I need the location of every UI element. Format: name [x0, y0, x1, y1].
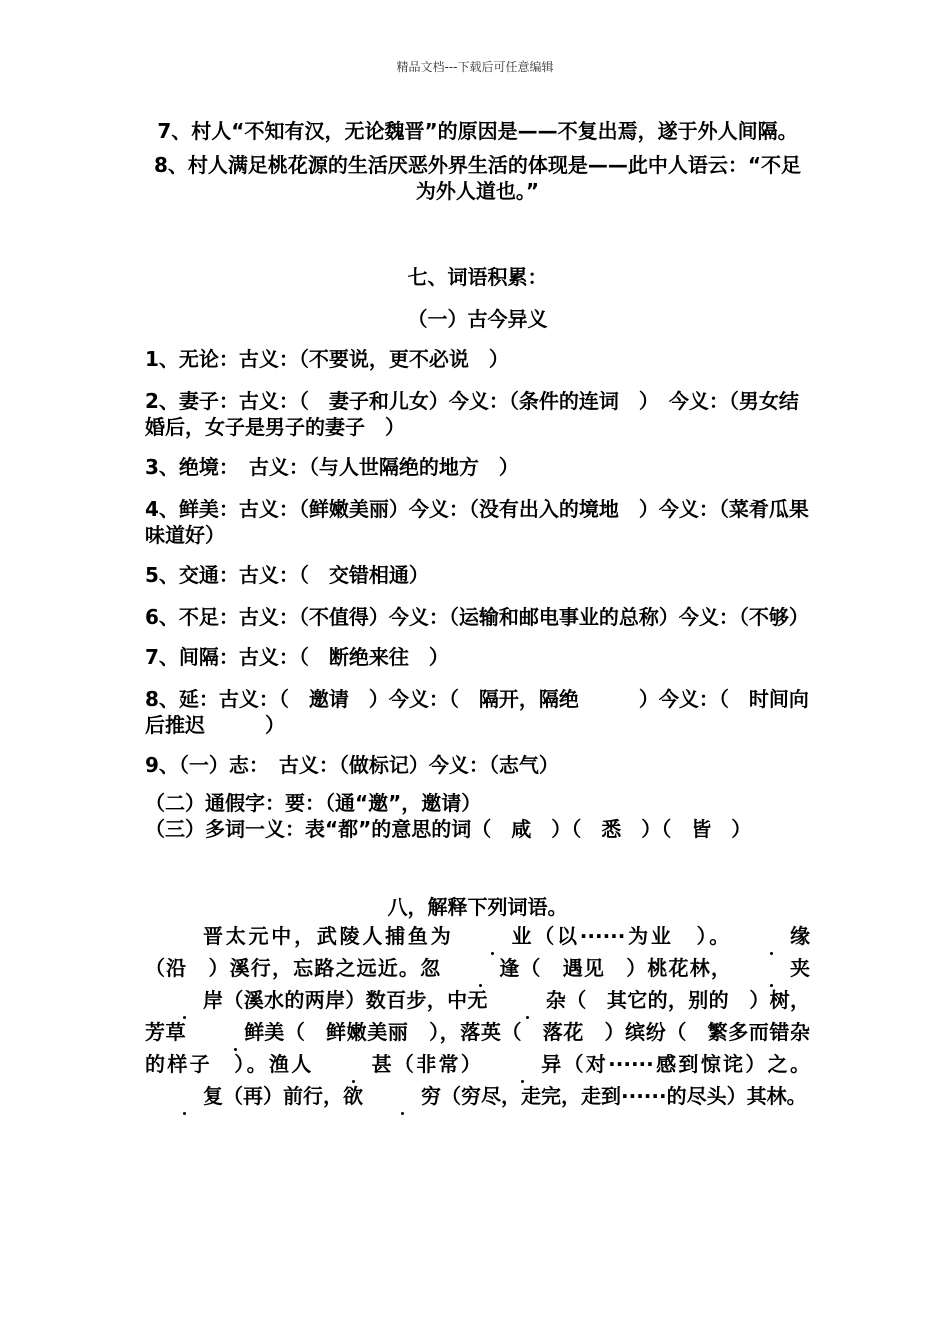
vocab-item-3: 3、绝境： 古义：（与人世隔绝的地方 ） [145, 455, 519, 479]
answer-item-8: 8、村人满足桃花源的生活厌恶外界生活的体现是——此中人语云：“不足为外人道也。” [153, 153, 802, 203]
section-7-subtitle: （一）古今异义 [407, 307, 548, 331]
section-8-title: 八，解释下列词语。 [387, 895, 568, 919]
tongjia-item: （二）通假字：要：（通“邀”，邀请） [145, 791, 482, 815]
dotted-word: 业 [453, 920, 531, 952]
section-7-title: 七、词语积累： [407, 265, 548, 289]
vocab-item-4: 4、鲜美：古义：（鲜嫩美丽）今义：（没有出入的境地 ）今义：（菜肴瓜果味道好） [145, 497, 809, 547]
vocab-item-2: 2、妻子：古义：（ 妻子和儿女）今义：（条件的连词 ） 今义：（男女结婚后，女子是男子的妻子 ） [145, 389, 799, 439]
dotted-word: 逢 [441, 952, 519, 984]
vocab-item-1: 1、无论：古义：（不要说，更不必说 ） [145, 347, 509, 371]
dotted-word: 穷 [363, 1080, 441, 1112]
dotted-word: 岸 [145, 984, 223, 1016]
passage-paragraph: 晋太元中，武陵人捕鱼为 业（以······为业 ）。 缘（沿 ）溪行，忘路之远近。忽 逢（ 遇见 ）桃花林， 夹岸（溪水的两岸）数百步，中无 杂（ 其它的，别的 ）树，芳草 鲜美（ 鲜嫩美丽 ），落英（ 落花 ）缤纷（ 繁多而错杂的样子 ）。渔人 甚（非常） 异（对······感到惊诧）之。复（再）前行，欲 穷（穷尽，走完，走到······的尽头）其林。 [145, 920, 810, 1112]
dotted-word: 甚 [314, 1048, 392, 1080]
dotted-word: 复 [145, 1080, 223, 1112]
page-header: 精品文档---下载后可任意编辑 [396, 60, 554, 74]
document-body [145, 118, 810, 1112]
dotted-word: 杂 [488, 984, 566, 1016]
vocab-item-8: 8、延：古义：（ 邀请 ）今义：（ 隔开，隔绝 ）今义：（ 时间向后推迟 ） [145, 687, 809, 737]
duoci-item: （三）多词一义：表“都”的意思的词（ 咸 ）（ 悉 ）（ 皆 ） [145, 817, 752, 841]
dotted-word: 鲜美 [186, 1016, 284, 1048]
vocab-item-7: 7、间隔：古义：（ 断绝来往 ） [145, 645, 449, 669]
dotted-word: 夹 [732, 952, 810, 984]
vocab-item-5: 5、交通：古义：（ 交错相通） [145, 563, 429, 587]
answer-item-7: 7、村人“不知有汉，无论魏晋”的原因是——不复出焉，遂于外人间隔。 [157, 119, 798, 143]
vocab-item-9: 9、（一）志： 古义：（做标记）今义：（志气） [145, 753, 559, 777]
dotted-word: 缘 [732, 920, 810, 952]
dotted-word: 异 [483, 1048, 561, 1080]
vocab-item-6: 6、不足：古义：（不值得）今义：（运输和邮电事业的总称）今义：（不够） [145, 605, 809, 629]
